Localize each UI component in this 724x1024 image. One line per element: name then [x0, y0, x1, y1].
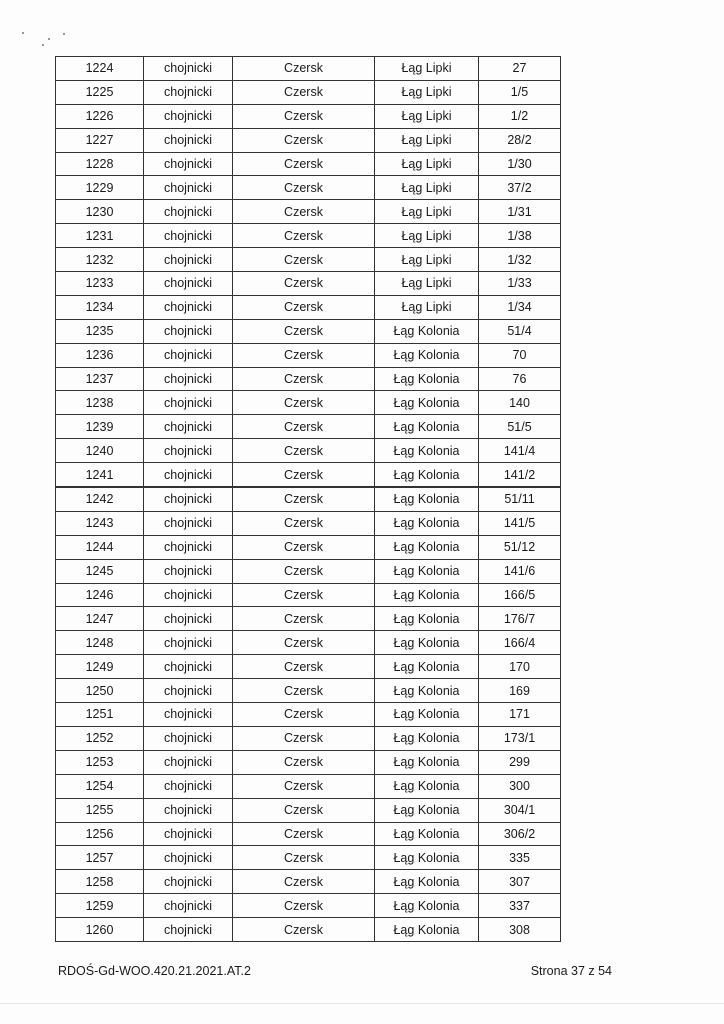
- county-cell: chojnicki: [144, 80, 233, 104]
- row-number-cell: 1226: [56, 104, 144, 128]
- row-number-cell: 1230: [56, 200, 144, 224]
- table-row: [56, 726, 561, 750]
- plot-number-cell: 1/32: [479, 248, 561, 272]
- table-row: [56, 80, 561, 104]
- plot-number-cell: 1/5: [479, 80, 561, 104]
- table-row: [56, 511, 561, 535]
- plot-number-cell: 306/2: [479, 822, 561, 846]
- row-number-cell: 1234: [56, 295, 144, 319]
- table-row: [56, 152, 561, 176]
- county-cell: chojnicki: [144, 607, 233, 631]
- scan-specks: [18, 28, 78, 52]
- commune-cell: Czersk: [233, 846, 375, 870]
- precinct-cell: Łąg Kolonia: [375, 607, 479, 631]
- plot-number-cell: 141/2: [479, 463, 561, 487]
- precinct-cell: Łąg Lipki: [375, 200, 479, 224]
- table-row: [56, 631, 561, 655]
- county-cell: chojnicki: [144, 224, 233, 248]
- precinct-cell: Łąg Kolonia: [375, 726, 479, 750]
- commune-cell: Czersk: [233, 152, 375, 176]
- county-cell: chojnicki: [144, 583, 233, 607]
- county-cell: chojnicki: [144, 894, 233, 918]
- plot-number-cell: 300: [479, 774, 561, 798]
- row-number-cell: 1250: [56, 679, 144, 703]
- row-number-cell: 1244: [56, 535, 144, 559]
- row-number-cell: 1249: [56, 655, 144, 679]
- commune-cell: Czersk: [233, 367, 375, 391]
- commune-cell: Czersk: [233, 463, 375, 487]
- table-row: [56, 224, 561, 248]
- commune-cell: Czersk: [233, 104, 375, 128]
- table-row: [56, 128, 561, 152]
- row-number-cell: 1247: [56, 607, 144, 631]
- county-cell: chojnicki: [144, 152, 233, 176]
- commune-cell: Czersk: [233, 774, 375, 798]
- county-cell: chojnicki: [144, 726, 233, 750]
- precinct-cell: Łąg Kolonia: [375, 655, 479, 679]
- county-cell: chojnicki: [144, 918, 233, 942]
- precinct-cell: Łąg Kolonia: [375, 798, 479, 822]
- county-cell: chojnicki: [144, 822, 233, 846]
- commune-cell: Czersk: [233, 295, 375, 319]
- row-number-cell: 1253: [56, 750, 144, 774]
- row-number-cell: 1256: [56, 822, 144, 846]
- county-cell: chojnicki: [144, 631, 233, 655]
- county-cell: chojnicki: [144, 367, 233, 391]
- plot-number-cell: 140: [479, 391, 561, 415]
- county-cell: chojnicki: [144, 679, 233, 703]
- county-cell: chojnicki: [144, 57, 233, 81]
- precinct-cell: Łąg Kolonia: [375, 679, 479, 703]
- commune-cell: Czersk: [233, 918, 375, 942]
- commune-cell: Czersk: [233, 272, 375, 296]
- county-cell: chojnicki: [144, 343, 233, 367]
- table-row: [56, 295, 561, 319]
- commune-cell: Czersk: [233, 726, 375, 750]
- table-row: [56, 487, 561, 511]
- row-number-cell: 1248: [56, 631, 144, 655]
- table-row: [56, 607, 561, 631]
- commune-cell: Czersk: [233, 511, 375, 535]
- table-row: [56, 679, 561, 703]
- table-row: [56, 391, 561, 415]
- table-row: [56, 559, 561, 583]
- precinct-cell: Łąg Kolonia: [375, 415, 479, 439]
- table-row: [56, 319, 561, 343]
- plot-number-cell: 141/5: [479, 511, 561, 535]
- row-number-cell: 1229: [56, 176, 144, 200]
- row-number-cell: 1235: [56, 319, 144, 343]
- plot-number-cell: 169: [479, 679, 561, 703]
- table-row: [56, 655, 561, 679]
- county-cell: chojnicki: [144, 272, 233, 296]
- table-row: [56, 583, 561, 607]
- precinct-cell: Łąg Lipki: [375, 248, 479, 272]
- precinct-cell: Łąg Kolonia: [375, 822, 479, 846]
- commune-cell: Czersk: [233, 679, 375, 703]
- commune-cell: Czersk: [233, 200, 375, 224]
- precinct-cell: Łąg Kolonia: [375, 391, 479, 415]
- row-number-cell: 1243: [56, 511, 144, 535]
- row-number-cell: 1233: [56, 272, 144, 296]
- county-cell: chojnicki: [144, 200, 233, 224]
- plot-number-cell: 1/33: [479, 272, 561, 296]
- table-row: [56, 439, 561, 463]
- plot-number-cell: 304/1: [479, 798, 561, 822]
- plot-number-cell: 166/5: [479, 583, 561, 607]
- commune-cell: Czersk: [233, 894, 375, 918]
- commune-cell: Czersk: [233, 798, 375, 822]
- plot-number-cell: 1/31: [479, 200, 561, 224]
- plot-number-cell: 141/6: [479, 559, 561, 583]
- row-number-cell: 1241: [56, 463, 144, 487]
- table-row: [56, 798, 561, 822]
- row-number-cell: 1227: [56, 128, 144, 152]
- plot-number-cell: 299: [479, 750, 561, 774]
- plot-number-cell: 1/30: [479, 152, 561, 176]
- commune-cell: Czersk: [233, 750, 375, 774]
- county-cell: chojnicki: [144, 128, 233, 152]
- table-row: [56, 822, 561, 846]
- table-row: [56, 415, 561, 439]
- table-row: [56, 200, 561, 224]
- commune-cell: Czersk: [233, 80, 375, 104]
- plot-number-cell: 27: [479, 57, 561, 81]
- commune-cell: Czersk: [233, 535, 375, 559]
- county-cell: chojnicki: [144, 319, 233, 343]
- plot-number-cell: 171: [479, 703, 561, 727]
- table-row: [56, 104, 561, 128]
- precinct-cell: Łąg Kolonia: [375, 846, 479, 870]
- precinct-cell: Łąg Kolonia: [375, 583, 479, 607]
- precinct-cell: Łąg Lipki: [375, 295, 479, 319]
- plot-number-cell: 1/34: [479, 295, 561, 319]
- precinct-cell: Łąg Kolonia: [375, 750, 479, 774]
- row-number-cell: 1225: [56, 80, 144, 104]
- commune-cell: Czersk: [233, 248, 375, 272]
- row-number-cell: 1239: [56, 415, 144, 439]
- row-number-cell: 1240: [56, 439, 144, 463]
- precinct-cell: Łąg Kolonia: [375, 439, 479, 463]
- precinct-cell: Łąg Lipki: [375, 80, 479, 104]
- plot-number-cell: 1/2: [479, 104, 561, 128]
- precinct-cell: Łąg Lipki: [375, 104, 479, 128]
- precinct-cell: Łąg Kolonia: [375, 631, 479, 655]
- commune-cell: Czersk: [233, 391, 375, 415]
- precinct-cell: Łąg Lipki: [375, 224, 479, 248]
- precinct-cell: Łąg Lipki: [375, 176, 479, 200]
- precinct-cell: Łąg Kolonia: [375, 463, 479, 487]
- commune-cell: Czersk: [233, 607, 375, 631]
- table-row: [56, 774, 561, 798]
- table-row: [56, 846, 561, 870]
- row-number-cell: 1257: [56, 846, 144, 870]
- plot-number-cell: 1/38: [479, 224, 561, 248]
- plot-number-cell: 70: [479, 343, 561, 367]
- table-row: [56, 750, 561, 774]
- county-cell: chojnicki: [144, 870, 233, 894]
- plot-number-cell: 51/4: [479, 319, 561, 343]
- parcel-table-body: [56, 57, 561, 942]
- precinct-cell: Łąg Kolonia: [375, 870, 479, 894]
- precinct-cell: Łąg Lipki: [375, 272, 479, 296]
- precinct-cell: Łąg Kolonia: [375, 559, 479, 583]
- county-cell: chojnicki: [144, 535, 233, 559]
- county-cell: chojnicki: [144, 415, 233, 439]
- table-row: [56, 367, 561, 391]
- precinct-cell: Łąg Kolonia: [375, 367, 479, 391]
- commune-cell: Czersk: [233, 343, 375, 367]
- row-number-cell: 1231: [56, 224, 144, 248]
- plot-number-cell: 37/2: [479, 176, 561, 200]
- county-cell: chojnicki: [144, 511, 233, 535]
- plot-number-cell: 141/4: [479, 439, 561, 463]
- row-number-cell: 1258: [56, 870, 144, 894]
- row-number-cell: 1224: [56, 57, 144, 81]
- plot-number-cell: 51/11: [479, 487, 561, 511]
- precinct-cell: Łąg Lipki: [375, 57, 479, 81]
- plot-number-cell: 170: [479, 655, 561, 679]
- table-row: [56, 463, 561, 487]
- commune-cell: Czersk: [233, 870, 375, 894]
- plot-number-cell: 335: [479, 846, 561, 870]
- precinct-cell: Łąg Kolonia: [375, 343, 479, 367]
- county-cell: chojnicki: [144, 176, 233, 200]
- table-row: [56, 272, 561, 296]
- row-number-cell: 1245: [56, 559, 144, 583]
- precinct-cell: Łąg Kolonia: [375, 319, 479, 343]
- row-number-cell: 1259: [56, 894, 144, 918]
- county-cell: chojnicki: [144, 104, 233, 128]
- county-cell: chojnicki: [144, 703, 233, 727]
- parcel-table: [55, 56, 561, 942]
- county-cell: chojnicki: [144, 439, 233, 463]
- plot-number-cell: 307: [479, 870, 561, 894]
- county-cell: chojnicki: [144, 463, 233, 487]
- row-number-cell: 1246: [56, 583, 144, 607]
- precinct-cell: Łąg Kolonia: [375, 487, 479, 511]
- row-number-cell: 1228: [56, 152, 144, 176]
- table-row: [56, 176, 561, 200]
- commune-cell: Czersk: [233, 439, 375, 463]
- row-number-cell: 1238: [56, 391, 144, 415]
- county-cell: chojnicki: [144, 750, 233, 774]
- county-cell: chojnicki: [144, 559, 233, 583]
- page-number: Strona 37 z 54: [530, 964, 612, 978]
- row-number-cell: 1252: [56, 726, 144, 750]
- row-number-cell: 1254: [56, 774, 144, 798]
- commune-cell: Czersk: [233, 583, 375, 607]
- row-number-cell: 1236: [56, 343, 144, 367]
- table-row: [56, 894, 561, 918]
- commune-cell: Czersk: [233, 176, 375, 200]
- plot-number-cell: 51/12: [479, 535, 561, 559]
- row-number-cell: 1255: [56, 798, 144, 822]
- commune-cell: Czersk: [233, 703, 375, 727]
- plot-number-cell: 51/5: [479, 415, 561, 439]
- plot-number-cell: 76: [479, 367, 561, 391]
- county-cell: chojnicki: [144, 655, 233, 679]
- commune-cell: Czersk: [233, 487, 375, 511]
- commune-cell: Czersk: [233, 631, 375, 655]
- table-row: [56, 703, 561, 727]
- precinct-cell: Łąg Lipki: [375, 128, 479, 152]
- plot-number-cell: 28/2: [479, 128, 561, 152]
- row-number-cell: 1251: [56, 703, 144, 727]
- commune-cell: Czersk: [233, 822, 375, 846]
- commune-cell: Czersk: [233, 415, 375, 439]
- row-number-cell: 1242: [56, 487, 144, 511]
- table-row: [56, 870, 561, 894]
- document-reference: RDOŚ-Gd-WOO.420.21.2021.AT.2: [58, 964, 251, 978]
- county-cell: chojnicki: [144, 774, 233, 798]
- commune-cell: Czersk: [233, 128, 375, 152]
- precinct-cell: Łąg Kolonia: [375, 774, 479, 798]
- plot-number-cell: 337: [479, 894, 561, 918]
- row-number-cell: 1237: [56, 367, 144, 391]
- precinct-cell: Łąg Kolonia: [375, 511, 479, 535]
- precinct-cell: Łąg Lipki: [375, 152, 479, 176]
- commune-cell: Czersk: [233, 319, 375, 343]
- table-row: [56, 57, 561, 81]
- table-row: [56, 535, 561, 559]
- table-row: [56, 918, 561, 942]
- table-row: [56, 248, 561, 272]
- precinct-cell: Łąg Kolonia: [375, 703, 479, 727]
- county-cell: chojnicki: [144, 295, 233, 319]
- scan-edge-line: [0, 1003, 724, 1004]
- commune-cell: Czersk: [233, 655, 375, 679]
- county-cell: chojnicki: [144, 487, 233, 511]
- precinct-cell: Łąg Kolonia: [375, 894, 479, 918]
- row-number-cell: 1232: [56, 248, 144, 272]
- precinct-cell: Łąg Kolonia: [375, 918, 479, 942]
- table-row: [56, 343, 561, 367]
- county-cell: chojnicki: [144, 798, 233, 822]
- commune-cell: Czersk: [233, 57, 375, 81]
- plot-number-cell: 173/1: [479, 726, 561, 750]
- plot-number-cell: 308: [479, 918, 561, 942]
- plot-number-cell: 166/4: [479, 631, 561, 655]
- commune-cell: Czersk: [233, 559, 375, 583]
- county-cell: chojnicki: [144, 846, 233, 870]
- row-number-cell: 1260: [56, 918, 144, 942]
- county-cell: chojnicki: [144, 391, 233, 415]
- commune-cell: Czersk: [233, 224, 375, 248]
- county-cell: chojnicki: [144, 248, 233, 272]
- precinct-cell: Łąg Kolonia: [375, 535, 479, 559]
- plot-number-cell: 176/7: [479, 607, 561, 631]
